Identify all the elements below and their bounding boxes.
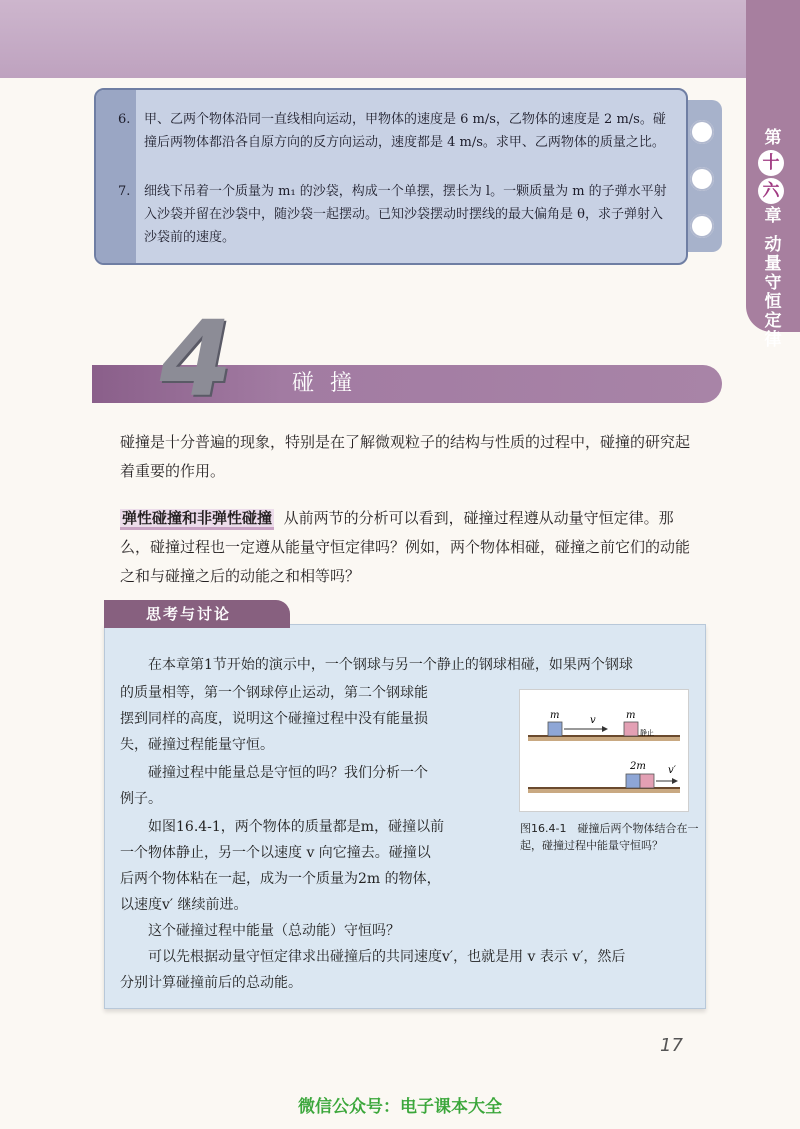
think-line: 失，碰撞过程能量守恒。 bbox=[120, 737, 274, 753]
figure-label-rest: 静止 bbox=[640, 729, 654, 737]
figure-label-m-left: m bbox=[550, 710, 560, 721]
think-line: 如图16.4-1，两个物体的质量都是m，碰撞以前 bbox=[120, 819, 445, 835]
collision-diagram bbox=[520, 690, 688, 811]
section-title: 碰撞 bbox=[292, 371, 369, 396]
think-line: 一个物体静止，另一个以速度 v 向它撞去。碰撞以 bbox=[120, 845, 431, 861]
intro-paragraph: 碰撞是十分普遍的现象，特别是在了解微观粒子的结构与性质的过程中，碰撞的研究起着重要的作用。 bbox=[120, 433, 691, 480]
chapter-title-char: 定 bbox=[764, 311, 782, 331]
chapter-digit-2: 六 bbox=[758, 178, 784, 204]
section-number: 4 bbox=[159, 298, 233, 420]
think-line: 这个碰撞过程中能量（总动能）守恒吗？ bbox=[120, 923, 400, 939]
chapter-title-char: 恒 bbox=[764, 292, 782, 312]
block-resting bbox=[624, 722, 638, 736]
chapter-title-char: 量 bbox=[764, 254, 782, 274]
figure-caption: 图16.4-1 碰撞后两个物体结合在一起，碰撞过程中能量守恒吗？ bbox=[520, 822, 699, 852]
exercise-number: 6. bbox=[118, 112, 131, 127]
chapter-side-tab bbox=[746, 0, 800, 350]
think-line: 碰撞过程中能量总是守恒的吗？我们分析一个 bbox=[120, 765, 428, 781]
think-line: 在本章第1节开始的演示中，一个钢球与另一个静止的钢球相碰，如果两个钢球 bbox=[120, 657, 633, 673]
think-discuss-tab bbox=[104, 600, 290, 628]
figure-label-v: v bbox=[590, 715, 596, 726]
footer-watermark: 微信公众号：电子课本大全 bbox=[298, 1097, 502, 1117]
elastic-keyword: 弹性碰撞和非弹性碰撞 bbox=[120, 509, 274, 530]
think-line: 可以先根据动量守恒定律求出碰撞后的共同速度v′，也就是用 v 表示 v′，然后 bbox=[120, 949, 626, 965]
top-decorative-band bbox=[0, 0, 800, 78]
binder-ring-icon bbox=[690, 120, 714, 144]
think-line: 分别计算碰撞前后的总动能。 bbox=[120, 975, 302, 991]
chapter-title-char: 律 bbox=[764, 330, 782, 350]
block-joined-left bbox=[626, 774, 640, 788]
figure-label-vprime: v′ bbox=[668, 765, 676, 776]
binder-ring-icon bbox=[690, 214, 714, 238]
chapter-suffix: 章 bbox=[764, 206, 782, 226]
figure-label-2m: 2m bbox=[630, 761, 646, 772]
chapter-prefix: 第 bbox=[764, 128, 782, 148]
chapter-digit-1: 十 bbox=[758, 150, 784, 176]
figure-label-m-right: m bbox=[626, 710, 636, 721]
chapter-title-char: 守 bbox=[764, 273, 782, 293]
think-line: 摆到同样的高度，说明这个碰撞过程中没有能量损 bbox=[120, 711, 428, 727]
page-number: 17 bbox=[660, 1035, 683, 1056]
exercise-text: 细线下吊着一个质量为 m₁ 的沙袋，构成一个单摆，摆长为 l。一颗质量为 m 的子弹水平射入沙袋并留在沙袋中，随沙袋一起摆动。已知沙袋摆动时摆线的最大偏角是 θ，求子弹射入沙袋前的速度。 bbox=[144, 184, 667, 245]
ground-hatch-top bbox=[528, 737, 680, 741]
chapter-title-char: 动 bbox=[764, 235, 782, 255]
exercise-box bbox=[94, 88, 688, 265]
chapter-title bbox=[746, 236, 800, 350]
ground-hatch-bottom bbox=[528, 789, 680, 793]
think-line: 后两个物体粘在一起，成为一个质量为2m 的物体， bbox=[120, 871, 441, 887]
velocity-prime-arrowhead-icon bbox=[672, 778, 678, 784]
collision-figure bbox=[519, 689, 689, 812]
block-joined-right bbox=[640, 774, 654, 788]
elastic-paragraph bbox=[120, 504, 700, 591]
velocity-arrowhead-icon bbox=[602, 726, 608, 732]
think-discuss-heading: 思考与讨论 bbox=[146, 605, 232, 623]
think-line: 以速度v′ 继续前进。 bbox=[120, 897, 248, 913]
block-moving bbox=[548, 722, 562, 736]
elastic-text: 从前两节的分析可以看到，碰撞过程遵从动量守恒定律。那么，碰撞过程也一定遵从能量守恒定律吗？例如，两个物体相碰，碰撞之前它们的动能之和与碰撞之后的动能之和相等吗？ bbox=[120, 509, 691, 585]
think-line: 的质量相等，第一个钢球停止运动，第二个钢球能 bbox=[120, 685, 428, 701]
exercise-text: 甲、乙两个物体沿同一直线相向运动，甲物体的速度是 6 m/s，乙物体的速度是 2 m/s。碰撞后两物体都沿各自原方向的反方向运动，速度都是 4 m/s。求甲、乙两物体的质量之比。 bbox=[144, 112, 666, 150]
think-line: 例子。 bbox=[120, 791, 162, 807]
binder-ring-icon bbox=[690, 167, 714, 191]
exercise-number: 7. bbox=[118, 184, 131, 199]
